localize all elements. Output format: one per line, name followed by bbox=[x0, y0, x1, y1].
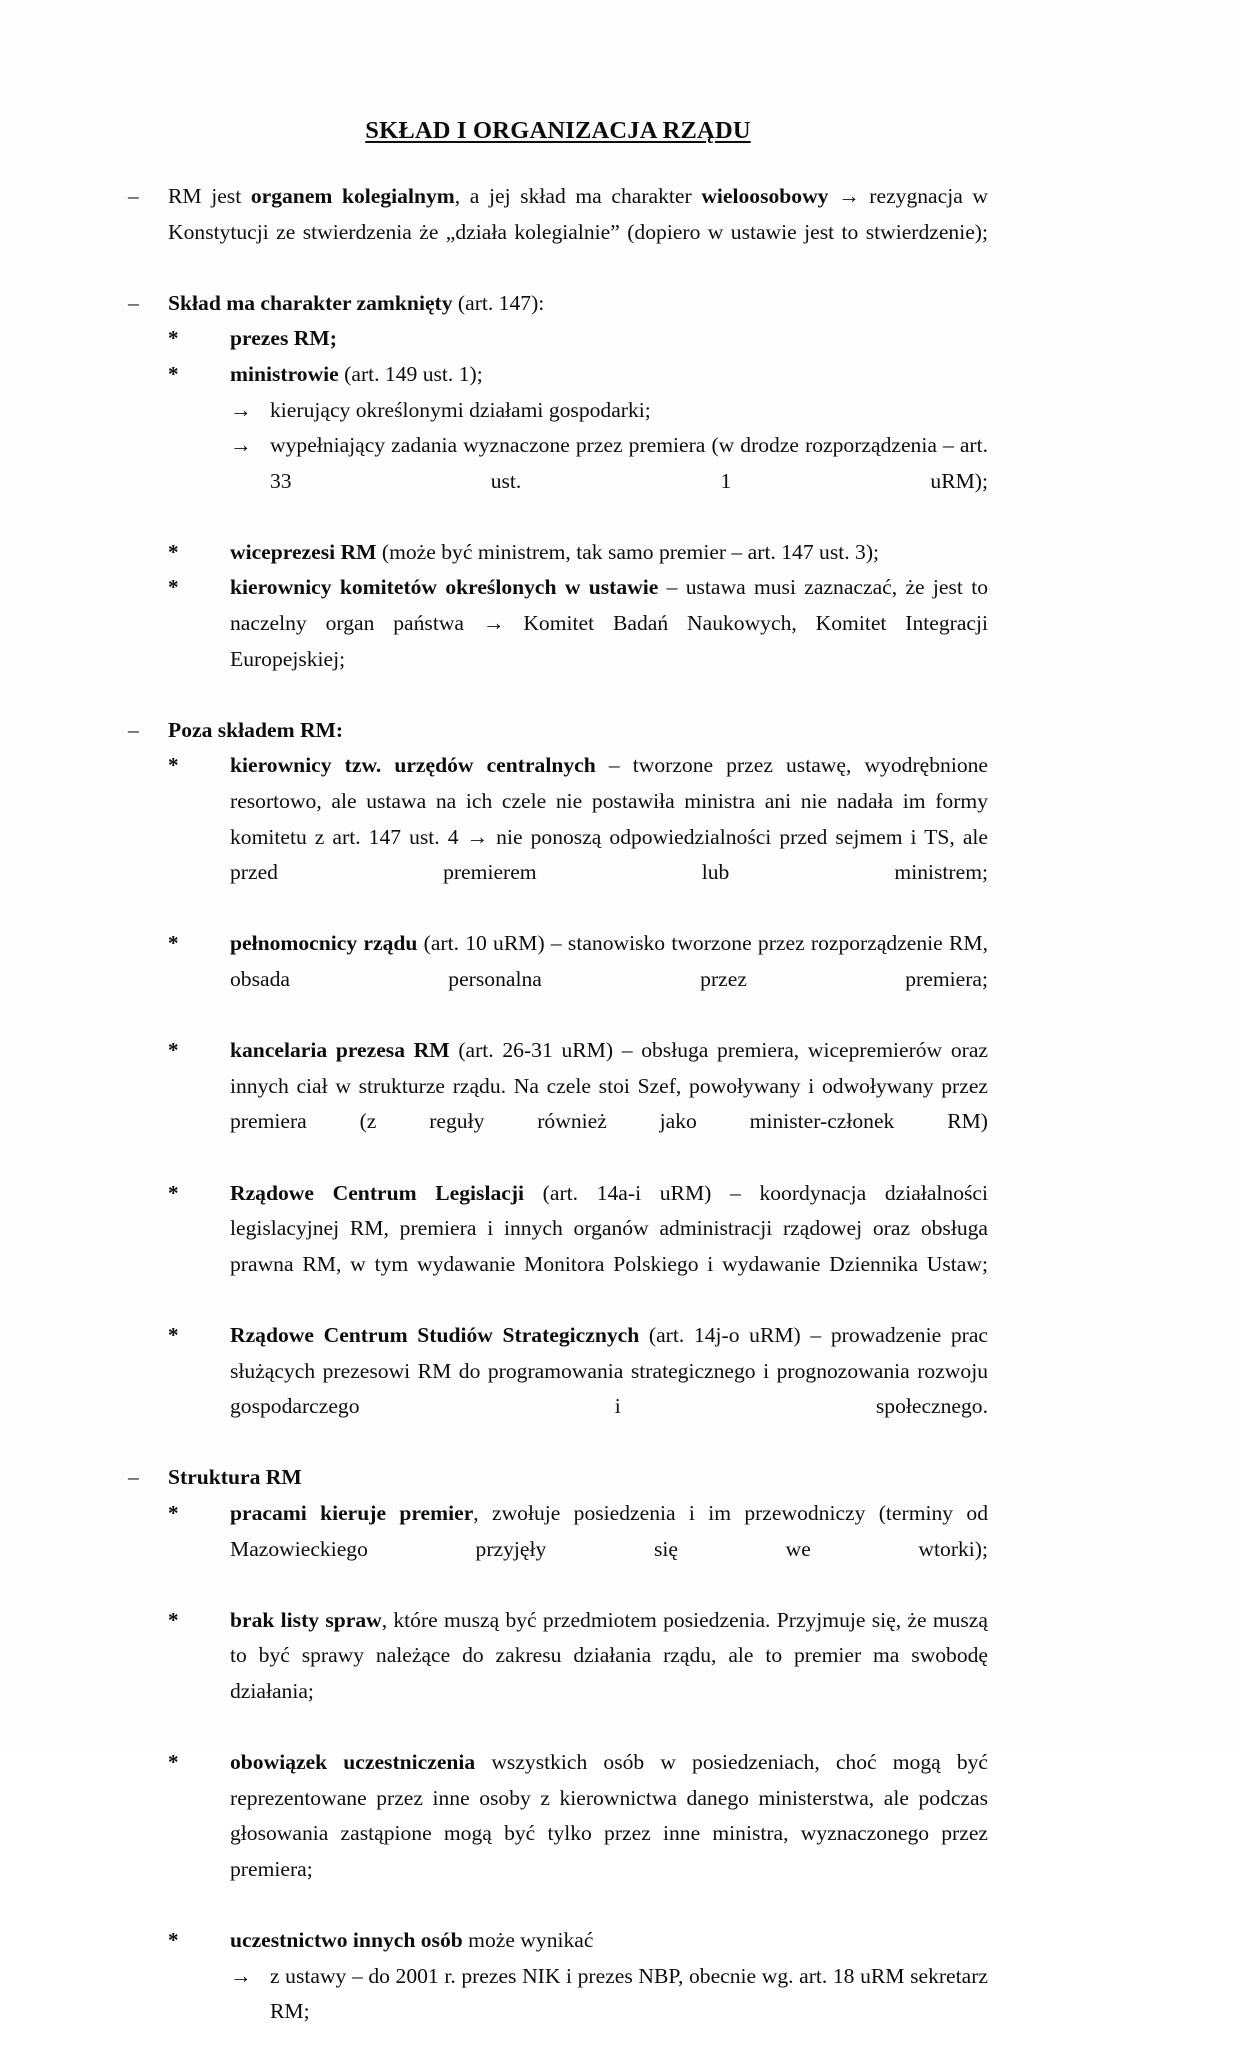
outline-item-level2 bbox=[168, 926, 988, 1033]
outline-item-level2 bbox=[168, 1176, 988, 1318]
arrow-bullet-icon: → bbox=[230, 397, 252, 422]
outline-item-level1 bbox=[128, 179, 988, 286]
body-text: (art. 14a-i uRM) – koordynacja działalności legislacyjnej RM, premiera i innych organów administracji rządowej oraz obsługa prawna RM, w tym wydawanie Monitora Polskiego i wydawanie Dziennika Ustaw; bbox=[230, 1180, 988, 1276]
emphasis-text: Skład ma charakter zamknięty bbox=[168, 290, 453, 315]
star-bullet-icon: * bbox=[168, 931, 179, 956]
star-bullet-icon: * bbox=[168, 1180, 179, 1205]
body-text: RM jest bbox=[168, 183, 251, 208]
outline-item-level2 bbox=[168, 1496, 988, 1603]
body-text: wszystkich osób w posiedzeniach, choć mogą być reprezentowane przez inne osoby z kierownictwa danego ministerstwa, ale podczas głosowania zastąpione mogą być tylko przez inne ministra, wyznaczonego przez premiera; bbox=[230, 1750, 988, 1881]
outline-item-level3 bbox=[230, 1959, 988, 2065]
outline-item-level2 bbox=[168, 535, 988, 571]
outline-item-level2 bbox=[168, 1923, 988, 1959]
body-text: (art. 149 ust. 1); bbox=[338, 361, 483, 386]
star-bullet-icon: * bbox=[168, 1500, 179, 1525]
emphasis-text: Rządowe Centrum Legislacji bbox=[230, 1180, 525, 1205]
body-text: (art. 10 uRM) – stanowisko tworzone przez rozporządzenie RM, obsada personalna przez premiera; bbox=[230, 931, 989, 991]
outline-item-level2 bbox=[168, 1033, 988, 1175]
body-text: , zwołuje posiedzenia i im przewodniczy (terminy od Mazowieckiego przyjęły się we wtorki); bbox=[230, 1500, 988, 1561]
body-text: może wynikać bbox=[462, 1928, 594, 1953]
dash-bullet-icon: – bbox=[128, 717, 139, 742]
emphasis-text: uczestnictwo innych osób bbox=[230, 1928, 463, 1953]
arrow-bullet-icon: → bbox=[230, 1963, 252, 1988]
document-content bbox=[128, 118, 988, 2065]
outline-item-level2 bbox=[168, 570, 988, 712]
outline-item-level2 bbox=[168, 357, 988, 393]
star-bullet-icon: * bbox=[168, 361, 179, 386]
outline-item-level2 bbox=[168, 748, 988, 926]
outline-item-level2 bbox=[168, 1603, 988, 1745]
body-text: → rezygnacja w Konstytucji ze stwierdzenia że „działa kolegialnie” (dopiero w ustawie jest to stwierdzenie); bbox=[168, 183, 989, 244]
outline-item-level1 bbox=[128, 286, 988, 322]
emphasis-text: Poza składem RM: bbox=[168, 717, 344, 742]
outline-item-level3 bbox=[230, 393, 988, 429]
arrow-bullet-icon: → bbox=[230, 433, 252, 458]
body-text: wypełniający zadania wyznaczone przez premiera (w drodze rozporządzenia – art. 33 ust. 1 uRM); bbox=[270, 433, 988, 493]
body-text: z ustawy – do 2001 r. prezes NIK i prezes NBP, obecnie wg. art. 18 uRM sekretarz RM; bbox=[270, 1963, 988, 2024]
emphasis-text: kancelaria prezesa RM bbox=[230, 1038, 450, 1063]
body-text: – tworzone przez ustawę, wyodrębnione resortowo, ale ustawa na ich czele nie postawiła ministra ani nie nadała im formy komitetu z art. 147 ust. 4 → nie ponoszą odpowiedzialności przed sejmem i TS, ale przed premierem lub ministrem; bbox=[230, 753, 988, 885]
star-bullet-icon: * bbox=[168, 1928, 179, 1953]
emphasis-text: ministrowie bbox=[230, 361, 339, 386]
star-bullet-icon: * bbox=[168, 1607, 179, 1632]
emphasis-text: Rządowe Centrum Studiów Strategicznych bbox=[230, 1322, 640, 1347]
body-text: (art. 26-31 uRM) – obsługa premiera, wicepremierów oraz innych ciał w strukturze rządu. Na czele stoi Szef, powoływany i odwoływany przez premiera (z reguły również jako minister-członek RM) bbox=[230, 1038, 988, 1134]
page-title bbox=[128, 118, 988, 145]
dash-bullet-icon: – bbox=[128, 183, 139, 208]
star-bullet-icon: * bbox=[168, 326, 179, 351]
emphasis-text: kierownicy komitetów określonych w ustawie bbox=[230, 575, 659, 600]
emphasis-text: pracami kieruje premier bbox=[230, 1500, 474, 1525]
body-text: kierujący określonymi działami gospodarki; bbox=[270, 397, 651, 422]
outline-item-level2 bbox=[168, 321, 988, 357]
outline-item-level1 bbox=[128, 1460, 988, 1496]
outline-item-level1 bbox=[128, 713, 988, 749]
emphasis-text: organem kolegialnym bbox=[250, 183, 455, 208]
body-text: (art. 147): bbox=[452, 290, 545, 315]
emphasis-text: wiceprezesi RM bbox=[230, 539, 377, 564]
star-bullet-icon: * bbox=[168, 753, 179, 778]
emphasis-text: obowiązek uczestniczenia bbox=[230, 1750, 476, 1775]
star-bullet-icon: * bbox=[168, 539, 179, 564]
page-title-text: SKŁAD I ORGANIZACJA RZĄDU bbox=[365, 117, 751, 144]
document-body bbox=[128, 179, 988, 2065]
dash-bullet-icon: – bbox=[128, 1465, 139, 1490]
emphasis-text: pełnomocnicy rządu bbox=[230, 931, 418, 956]
outline-item-level2 bbox=[168, 1745, 988, 1923]
body-text: , które muszą być przedmiotem posiedzenia. Przyjmuje się, że muszą to być sprawy należące do zakresu działania rządu, ale to premier ma swobodę działania; bbox=[230, 1607, 988, 1703]
dash-bullet-icon: – bbox=[128, 290, 139, 315]
emphasis-text: brak listy spraw bbox=[230, 1607, 382, 1632]
emphasis-text: Struktura RM bbox=[168, 1465, 302, 1490]
emphasis-text: wieloosobowy bbox=[701, 183, 829, 208]
emphasis-text: prezes RM; bbox=[230, 326, 337, 351]
outline-item-level2 bbox=[168, 1318, 988, 1460]
outline-item-level3 bbox=[230, 428, 988, 535]
star-bullet-icon: * bbox=[168, 1038, 179, 1063]
body-text: (art. 14j-o uRM) – prowadzenie prac służących prezesowi RM do programowania strategicznego i prognozowania rozwoju gospodarczego i społecznego. bbox=[230, 1322, 988, 1419]
body-text: , a jej skład ma charakter bbox=[454, 183, 702, 208]
star-bullet-icon: * bbox=[168, 575, 179, 600]
emphasis-text: kierownicy tzw. urzędów centralnych bbox=[230, 753, 596, 778]
star-bullet-icon: * bbox=[168, 1750, 179, 1775]
star-bullet-icon: * bbox=[168, 1322, 179, 1347]
body-text: – ustawa musi zaznaczać, że jest to naczelny organ państwa → Komitet Badań Naukowych, Komitet Integracji Europejskiej; bbox=[230, 575, 988, 671]
body-text: (może być ministrem, tak samo premier – art. 147 ust. 3); bbox=[376, 539, 880, 564]
